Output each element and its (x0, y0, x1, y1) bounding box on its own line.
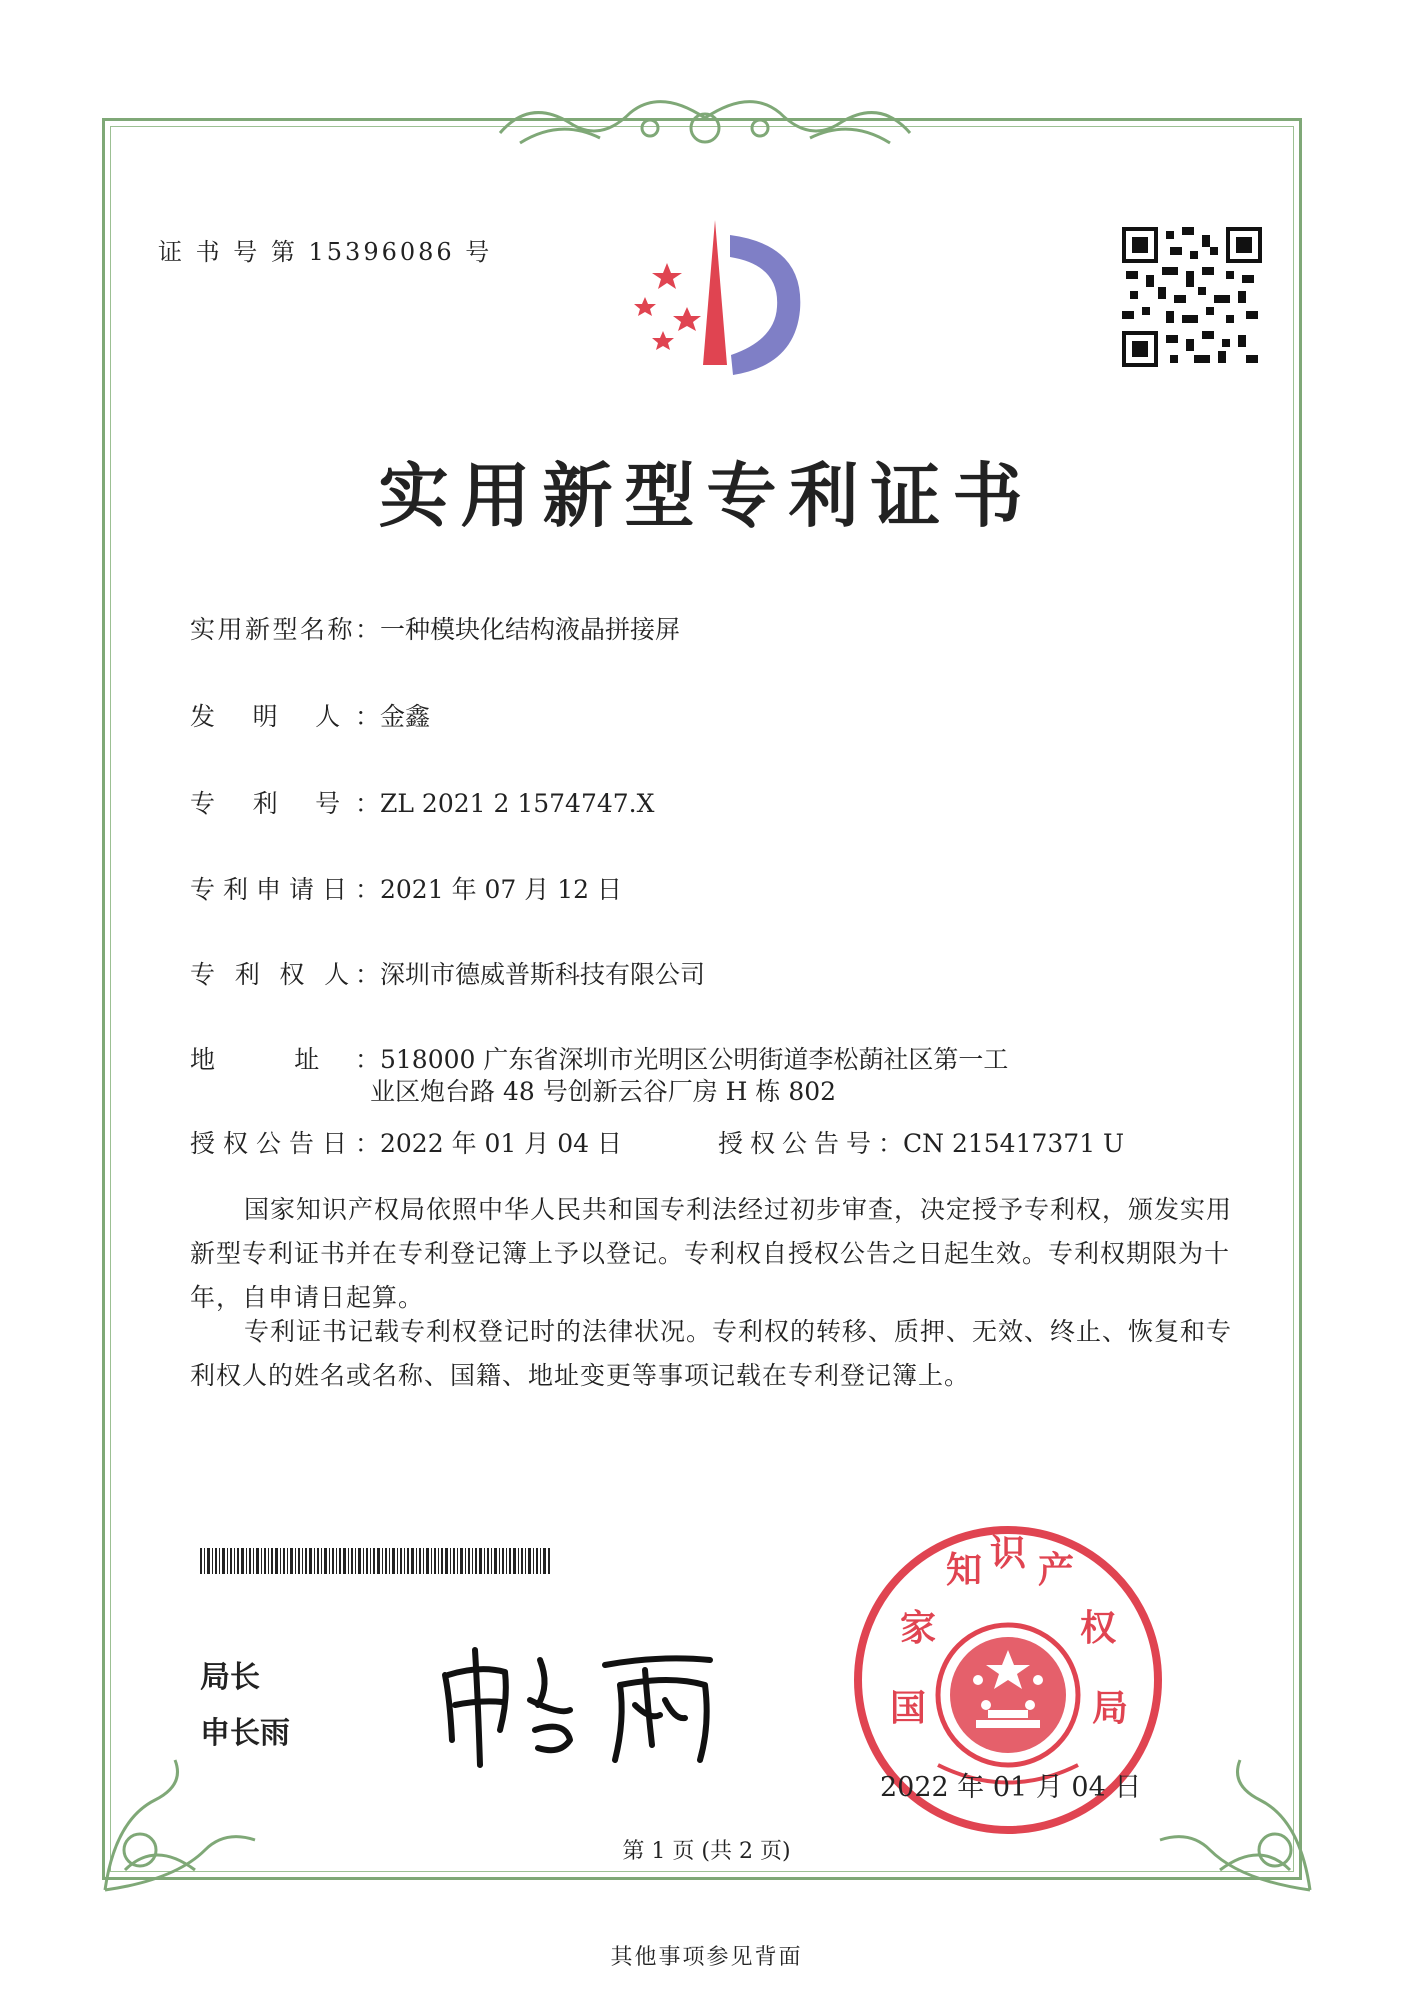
page-number: 第 1 页 (共 2 页) (622, 1839, 791, 1864)
grant-date-row (190, 1124, 622, 1160)
field-label: 发 明 人： (190, 702, 380, 731)
field-label: 专利申请日： (190, 875, 380, 904)
svg-text:权: 权 (1080, 1608, 1117, 1649)
certificate-paragraph: 专利证书记载专利权登记时的法律状况。专利权的转移、质押、无效、终止、恢复和专利权人的姓名或名称、国籍、地址变更等事项记载在专利登记簿上。 (190, 1317, 1233, 1390)
signatory-title: 局长 (200, 1660, 260, 1695)
footer-note: 其他事项参见背面 (610, 1945, 803, 1970)
top-ornament (490, 88, 920, 158)
grant-number-row (718, 1124, 1124, 1160)
application-date: 2021 年 07 月 12 日 (380, 875, 622, 904)
field-label: 专 利 号： (190, 789, 380, 818)
svg-text:国: 国 (890, 1688, 927, 1729)
utility-model-name: 一种模块化结构液晶拼接屏 (380, 615, 681, 644)
inventor-name: 金鑫 (380, 702, 431, 731)
field-label: 授权公告日： (190, 1129, 380, 1158)
application-date-row (190, 870, 622, 906)
patentee-row (190, 955, 705, 991)
address-line-1: 518000 广东省深圳市光明区公明街道李松蓢社区第一工 (380, 1045, 1009, 1074)
svg-text:家: 家 (900, 1608, 937, 1649)
field-label: 地 址： (190, 1045, 380, 1074)
grant-number: CN 215417371 U (903, 1129, 1125, 1158)
address-line-2: 业区炮台路 48 号创新云谷厂房 H 栋 802 (370, 1077, 837, 1106)
signatory-block (200, 1650, 290, 1762)
certificate-paragraph: 国家知识产权局依照中华人民共和国专利法经过初步审查，决定授予专利权，颁发实用新型专利证书并在专利登记簿上予以登记。专利权自授权公告之日起生效。专利权期限为十年，自申请日起算。 (190, 1195, 1233, 1312)
handwritten-signature (420, 1630, 740, 1770)
patent-office-emblem (605, 215, 815, 385)
grant-date: 2022 年 01 月 04 日 (380, 1129, 622, 1158)
field-label: 实用新型名称： (190, 615, 380, 644)
certificate-title: 实用新型专利证书 (378, 454, 1035, 537)
address-row (190, 1040, 1008, 1076)
svg-text:知: 知 (946, 1550, 983, 1591)
patent-number: ZL 2021 2 1574747.X (380, 789, 655, 818)
certificate-number: 证 书 号 第 15396086 号 (158, 238, 493, 266)
field-label: 专 利 权 人： (190, 960, 380, 989)
signatory-name: 申长雨 (200, 1716, 290, 1751)
inventor-row (190, 697, 430, 733)
svg-text:产: 产 (1038, 1550, 1075, 1591)
barcode (200, 1548, 550, 1574)
svg-text:局: 局 (1092, 1688, 1129, 1729)
seal-date: 2022 年 01 月 04 日 (880, 1772, 1142, 1803)
patent-number-row (190, 784, 654, 820)
patentee-name: 深圳市德威普斯科技有限公司 (380, 960, 706, 989)
svg-text:识: 识 (989, 1533, 1027, 1574)
field-label: 授权公告号： (718, 1129, 903, 1158)
utility-model-name-row (190, 610, 680, 646)
qr-code (1122, 227, 1262, 367)
